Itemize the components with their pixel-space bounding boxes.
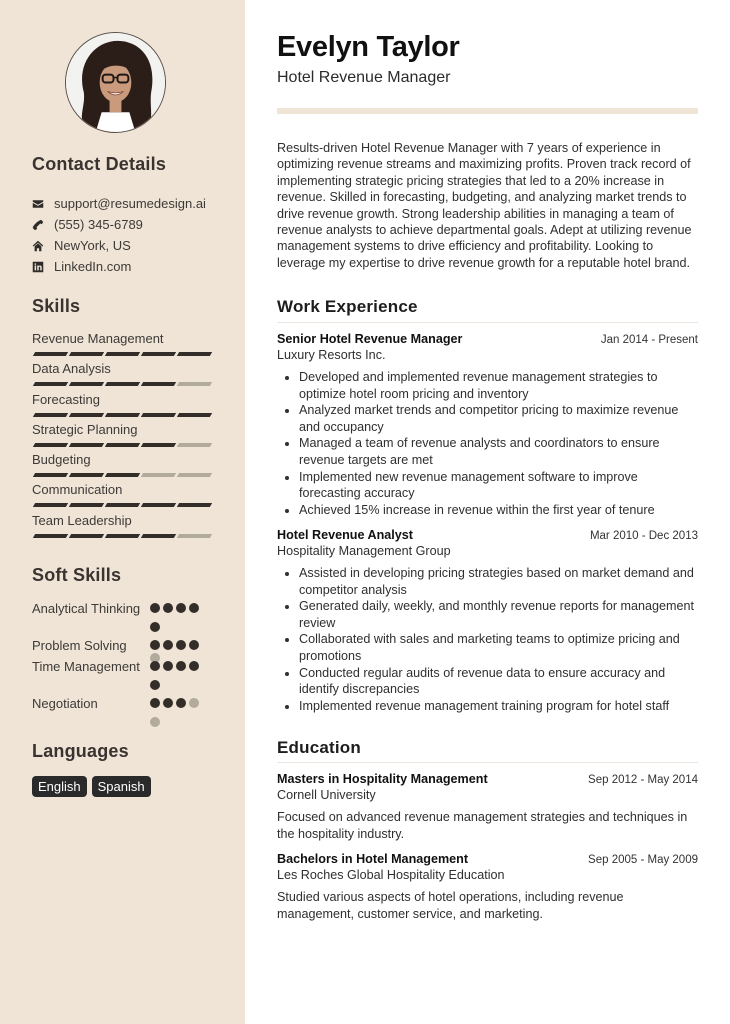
job-bullet: • Analyzed market trends and competitor pricing to maximize revenue and occupancy bbox=[299, 402, 698, 435]
soft-skill-name: Problem Solving bbox=[32, 638, 127, 653]
level-segment-filled bbox=[105, 352, 140, 356]
skill-level-bar bbox=[32, 413, 212, 417]
skills-heading: Skills bbox=[32, 296, 81, 316]
contact-phone-text: (555) 345-6789 bbox=[54, 217, 143, 232]
soft-skill-item bbox=[32, 695, 212, 732]
rating-dot-filled bbox=[176, 698, 186, 708]
school: Les Roches Global Hospitality Education bbox=[277, 868, 505, 882]
job-role: Senior Hotel Revenue Manager bbox=[277, 332, 463, 346]
rating-dot-empty bbox=[150, 717, 160, 727]
rating-dot-filled bbox=[163, 661, 173, 671]
contact-email-text: support@resumedesign.ai bbox=[54, 196, 206, 211]
soft-skills-heading: Soft Skills bbox=[32, 565, 122, 585]
skill-name: Strategic Planning bbox=[32, 421, 138, 437]
skill-name: Budgeting bbox=[32, 452, 91, 468]
contact-linkedin-text: LinkedIn.com bbox=[54, 259, 132, 274]
rating-dot-filled bbox=[189, 640, 199, 650]
work-divider bbox=[277, 322, 698, 323]
level-segment-filled bbox=[141, 534, 176, 538]
rating-dot-filled bbox=[189, 661, 199, 671]
level-segment-filled bbox=[141, 503, 176, 507]
education-date: Sep 2005 - May 2009 bbox=[588, 854, 698, 866]
work-entry-0 bbox=[277, 332, 698, 518]
contact-linkedin[interactable] bbox=[32, 256, 206, 277]
soft-skill-name: Negotiation bbox=[32, 696, 98, 711]
summary: Results-driven Hotel Revenue Manager with 7 years of experience in optimizing revenue streams and maximizing profits. Proven track record of implementing strategic pricing strategies that led to a 20% increase in revenue. Skilled in forecasting, budgeting, and analyzing market trends to drive revenue growth. Strong leadership abilities in managing a team of revenue analysts to achieve departmental goals. Adept at utilizing revenue management systems to drive efficiency and profitability. Looking to leverage my expertise to drive revenue growth for a reputable hotel brand. bbox=[277, 141, 692, 270]
level-segment-filled bbox=[105, 382, 140, 386]
level-segment-filled bbox=[105, 473, 140, 477]
candidate-title: Hotel Revenue Manager bbox=[277, 69, 451, 86]
candidate-name: Evelyn Taylor bbox=[277, 31, 460, 63]
job-date: Mar 2010 - Dec 2013 bbox=[589, 530, 698, 542]
level-segment-filled bbox=[69, 503, 104, 507]
education-entry-1 bbox=[277, 852, 698, 922]
contact-email[interactable] bbox=[32, 193, 206, 214]
linkedin-icon bbox=[32, 261, 44, 273]
languages-list bbox=[32, 776, 151, 797]
skill-item bbox=[32, 482, 212, 512]
rating-dot-filled bbox=[150, 680, 160, 690]
job-bullet: • Generated daily, weekly, and monthly revenue reports for management review bbox=[299, 598, 698, 631]
soft-skill-name: Analytical Thinking bbox=[32, 601, 141, 616]
contact-phone[interactable] bbox=[32, 214, 206, 235]
level-segment-filled bbox=[141, 443, 176, 447]
accent-divider bbox=[277, 108, 698, 114]
level-segment-empty bbox=[141, 473, 176, 477]
education-divider bbox=[277, 762, 698, 763]
level-segment-filled bbox=[33, 503, 68, 507]
rating-dot-filled bbox=[176, 603, 186, 613]
job-bullet: • Collaborated with sales and marketing teams to optimize pricing and promotions bbox=[299, 631, 698, 664]
level-segment-filled bbox=[33, 352, 68, 356]
phone-icon bbox=[32, 219, 44, 231]
soft-skill-item bbox=[32, 637, 212, 658]
level-segment-filled bbox=[69, 473, 104, 477]
language-badge: English bbox=[32, 776, 87, 797]
level-segment-filled bbox=[69, 534, 104, 538]
sidebar bbox=[0, 0, 245, 1024]
contact-list bbox=[32, 193, 206, 277]
level-segment-filled bbox=[69, 413, 104, 417]
work-entry-1 bbox=[277, 528, 698, 714]
skills-list bbox=[32, 331, 212, 543]
education-description: Studied various aspects of hotel operations, including revenue management, customer service, and marketing. bbox=[277, 890, 624, 921]
soft-skill-name: Time Management bbox=[32, 659, 140, 674]
level-segment-filled bbox=[105, 503, 140, 507]
skill-level-bar bbox=[32, 534, 212, 538]
level-segment-empty bbox=[177, 382, 212, 386]
job-bullet: • Managed a team of revenue analysts and coordinators to ensure revenue targets are met bbox=[299, 435, 698, 468]
level-segment-filled bbox=[177, 352, 212, 356]
skill-name: Communication bbox=[32, 482, 123, 498]
level-segment-filled bbox=[69, 352, 104, 356]
level-segment-filled bbox=[69, 443, 104, 447]
skill-level-bar bbox=[32, 352, 212, 356]
rating-dot-filled bbox=[176, 640, 186, 650]
avatar bbox=[65, 32, 166, 133]
degree: Masters in Hospitality Management bbox=[277, 772, 488, 786]
work-heading: Work Experience bbox=[277, 297, 418, 316]
soft-skill-rating bbox=[150, 695, 202, 732]
education-entry-0 bbox=[277, 772, 698, 842]
level-segment-filled bbox=[33, 473, 68, 477]
school: Cornell University bbox=[277, 788, 376, 802]
skill-level-bar bbox=[32, 503, 212, 507]
rating-dot-filled bbox=[150, 640, 160, 650]
skill-item bbox=[32, 422, 212, 452]
soft-skill-rating bbox=[150, 658, 202, 695]
level-segment-empty bbox=[177, 473, 212, 477]
contact-location-text: NewYork, US bbox=[54, 238, 131, 253]
rating-dot-filled bbox=[150, 698, 160, 708]
rating-dot-filled bbox=[163, 698, 173, 708]
level-segment-filled bbox=[177, 503, 212, 507]
soft-skill-rating bbox=[150, 600, 202, 637]
education-date: Sep 2012 - May 2014 bbox=[588, 774, 698, 786]
skill-name: Revenue Management bbox=[32, 331, 164, 346]
home-icon bbox=[32, 240, 44, 252]
skill-item bbox=[32, 331, 212, 361]
soft-skill-item bbox=[32, 658, 212, 695]
job-bullet: • Achieved 15% increase in revenue within the first year of tenure bbox=[299, 502, 698, 519]
languages-heading: Languages bbox=[32, 741, 129, 761]
level-segment-filled bbox=[33, 413, 68, 417]
rating-dot-filled bbox=[150, 661, 160, 671]
level-segment-filled bbox=[33, 443, 68, 447]
skill-item bbox=[32, 452, 212, 482]
job-company: Hospitality Management Group bbox=[277, 544, 451, 558]
contact-location bbox=[32, 235, 206, 256]
skill-item bbox=[32, 513, 212, 543]
job-company: Luxury Resorts Inc. bbox=[277, 348, 386, 362]
job-bullet: • Implemented revenue management training program for hotel staff bbox=[299, 698, 698, 715]
soft-skill-rating bbox=[150, 637, 202, 658]
job-bullet: • Developed and implemented revenue management strategies to optimize hotel room pricing and inventory bbox=[299, 369, 698, 402]
level-segment-filled bbox=[69, 382, 104, 386]
job-bullet: • Conducted regular audits of revenue data to ensure accuracy and identify discrepancies bbox=[299, 665, 698, 698]
level-segment-filled bbox=[105, 443, 140, 447]
job-bullet: • Assisted in developing pricing strategies based on market demand and competitor analysis bbox=[299, 565, 698, 598]
soft-skill-item bbox=[32, 600, 212, 637]
skill-level-bar bbox=[32, 382, 212, 386]
level-segment-filled bbox=[105, 534, 140, 538]
soft-skills-list bbox=[32, 600, 212, 732]
level-segment-empty bbox=[177, 443, 212, 447]
job-date: Jan 2014 - Present bbox=[600, 334, 698, 346]
rating-dot-empty bbox=[189, 698, 199, 708]
skill-name: Team Leadership bbox=[32, 512, 132, 528]
rating-dot-filled bbox=[163, 640, 173, 650]
job-bullet: • Implemented new revenue management software to improve forecasting accuracy bbox=[299, 469, 698, 502]
level-segment-empty bbox=[177, 534, 212, 538]
level-segment-filled bbox=[33, 382, 68, 386]
skill-name: Forecasting bbox=[32, 391, 100, 407]
envelope-icon bbox=[32, 198, 44, 210]
level-segment-filled bbox=[105, 413, 140, 417]
skill-item bbox=[32, 392, 212, 422]
level-segment-filled bbox=[33, 534, 68, 538]
degree: Bachelors in Hotel Management bbox=[277, 852, 469, 866]
rating-dot-filled bbox=[150, 603, 160, 613]
contact-heading: Contact Details bbox=[32, 154, 167, 174]
rating-dot-filled bbox=[176, 661, 186, 671]
rating-dot-filled bbox=[189, 603, 199, 613]
skill-level-bar bbox=[32, 473, 212, 477]
skill-name: Data Analysis bbox=[32, 361, 111, 377]
job-role: Hotel Revenue Analyst bbox=[277, 528, 414, 542]
level-segment-filled bbox=[141, 413, 176, 417]
rating-dot-filled bbox=[163, 603, 173, 613]
job-bullets bbox=[299, 565, 698, 714]
rating-dot-filled bbox=[150, 622, 160, 632]
level-segment-filled bbox=[177, 413, 212, 417]
level-segment-filled bbox=[141, 352, 176, 356]
language-badge: Spanish bbox=[92, 776, 151, 797]
job-bullets bbox=[299, 369, 698, 518]
skill-item bbox=[32, 361, 212, 391]
level-segment-filled bbox=[141, 382, 176, 386]
education-heading: Education bbox=[277, 738, 361, 757]
skill-level-bar bbox=[32, 443, 212, 447]
education-description: Focused on advanced revenue management strategies and techniques in the hospitality industry. bbox=[277, 810, 688, 841]
profile-photo bbox=[66, 33, 165, 132]
